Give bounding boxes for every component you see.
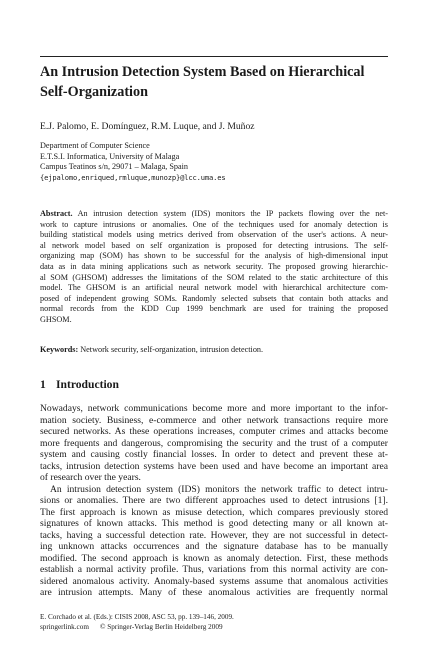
header-rule: [40, 56, 388, 57]
abstract-line: building statistical models using metrics derived from observation of the user's actions. A neur-: [40, 230, 388, 240]
body-line: Nowadays, network communications become more and more important to the infor-: [40, 403, 388, 414]
body-line: are intrusion attempts. Many of these anomalous activities are frequently normal: [40, 587, 388, 598]
section-number: 1: [40, 378, 46, 391]
paper-title-line: An Intrusion Detection System Based on Hierarchical: [40, 64, 365, 80]
body-line: The first approach is known as misuse detection, which compares previously stored: [40, 506, 388, 518]
body-line: establish a normal activity profile. Thus, variations from this normal activity are con-: [40, 564, 388, 575]
body-text: [40, 403, 388, 599]
body-line: sions or anomalies. There are two different approaches used to detect intrusions [1].: [40, 495, 388, 506]
affiliation-line: E.T.S.I. Informatica, University of Malaga: [40, 151, 180, 161]
abstract-line: organizing map (SOM) has shown to be successful for the analysis of high-dimensional input: [40, 251, 388, 261]
abstract-line: model. The GHSOM is an artificial neural network model with hierarchical architecture com-: [40, 283, 388, 293]
body-line: sidered anomalous activity. Anomaly-based systems assume that anomalous activities: [40, 575, 388, 587]
abstract-line: al network model based on self organization is proposed for detecting intrusions. The self-: [40, 240, 388, 250]
body-line: mation society. Business, e-commerce and other network transactions require more: [40, 414, 388, 426]
abstract-line: [40, 209, 388, 220]
publisher-footer: [40, 623, 388, 633]
abstract-line: normal records from the KDD Cup 1999 benchmark are used for training the proposed: [40, 304, 388, 314]
abstract-label: Abstract.: [40, 209, 73, 218]
body-line: tacks, intrusion detection systems have been used and have become an important area: [40, 460, 388, 472]
body-line: signatures of known attacks. This method is good detecting many or all known at-: [40, 518, 388, 529]
body-line: secured networks. As these operations increases, computer crimes and attacks become: [40, 426, 388, 437]
paper-title: [40, 62, 388, 102]
body-line: ing unknown attacks occurrences and the signature database has to be manually: [40, 541, 388, 552]
page-footer: [40, 613, 388, 632]
publisher-site: springerlink.com: [40, 622, 89, 631]
abstract-line: posed of independent growing SOMs. Randomly selected subsets that contain both attacks and: [40, 293, 388, 303]
keywords-label: Keywords:: [40, 345, 79, 354]
body-line: more frequents and dangerous, compromising the security and the trust of a computer: [40, 437, 388, 449]
citation-footer: E. Corchado et al. (Eds.): CISIS 2008, ASC 53, pp. 139–146, 2009.: [40, 613, 234, 621]
body-line: of research over the years.: [40, 472, 141, 483]
abstract-line: data as in data mining applications such as network security. The proposed growing hierarchic-: [40, 261, 388, 271]
body-line: modified. The second approach is known as anomaly detection. First, these methods: [40, 552, 388, 564]
abstract-text: An intrusion detection system (IDS) monitors the IP packets flowing over the net-: [72, 209, 388, 218]
paper-title-line: Self-Organization: [40, 84, 148, 100]
section-heading: [40, 378, 388, 392]
author-emails: {ejpalomo,enriqued,rmluque,munozp}@lcc.uma.es: [40, 172, 226, 182]
affiliation-block: [40, 141, 388, 183]
abstract-line: work to capture intrusions or anomalies. One of the techniques used for anomaly detection is: [40, 219, 388, 229]
affiliation-line: Department of Computer Science: [40, 141, 150, 150]
affiliation-line: Campus Teatinos s/n, 29071 – Malaga, Spain: [40, 162, 189, 172]
abstract-line: GHSOM.: [40, 314, 72, 324]
body-line: system and causing costly financial losses. In order to detect and prevent these at-: [40, 449, 388, 460]
section-title: Introduction: [56, 378, 119, 391]
body-line: tacks, having a successful detection rate. However, they are not successful in detect-: [40, 529, 388, 541]
copyright-notice: © Springer-Verlag Berlin Heidelberg 2009: [100, 622, 223, 631]
author-list: E.J. Palomo, E. Domínguez, R.M. Luque, and J. Muñoz: [40, 121, 255, 132]
keywords-text: Network security, self-organization, intrusion detection.: [78, 345, 264, 354]
abstract: [40, 209, 388, 326]
keywords: [40, 345, 388, 356]
abstract-line: al SOM (GHSOM) addresses the limitations of the SOM related to the static architecture of this: [40, 272, 388, 282]
body-line: An intrusion detection system (IDS) monitors the network traffic to detect intru-: [50, 483, 388, 495]
